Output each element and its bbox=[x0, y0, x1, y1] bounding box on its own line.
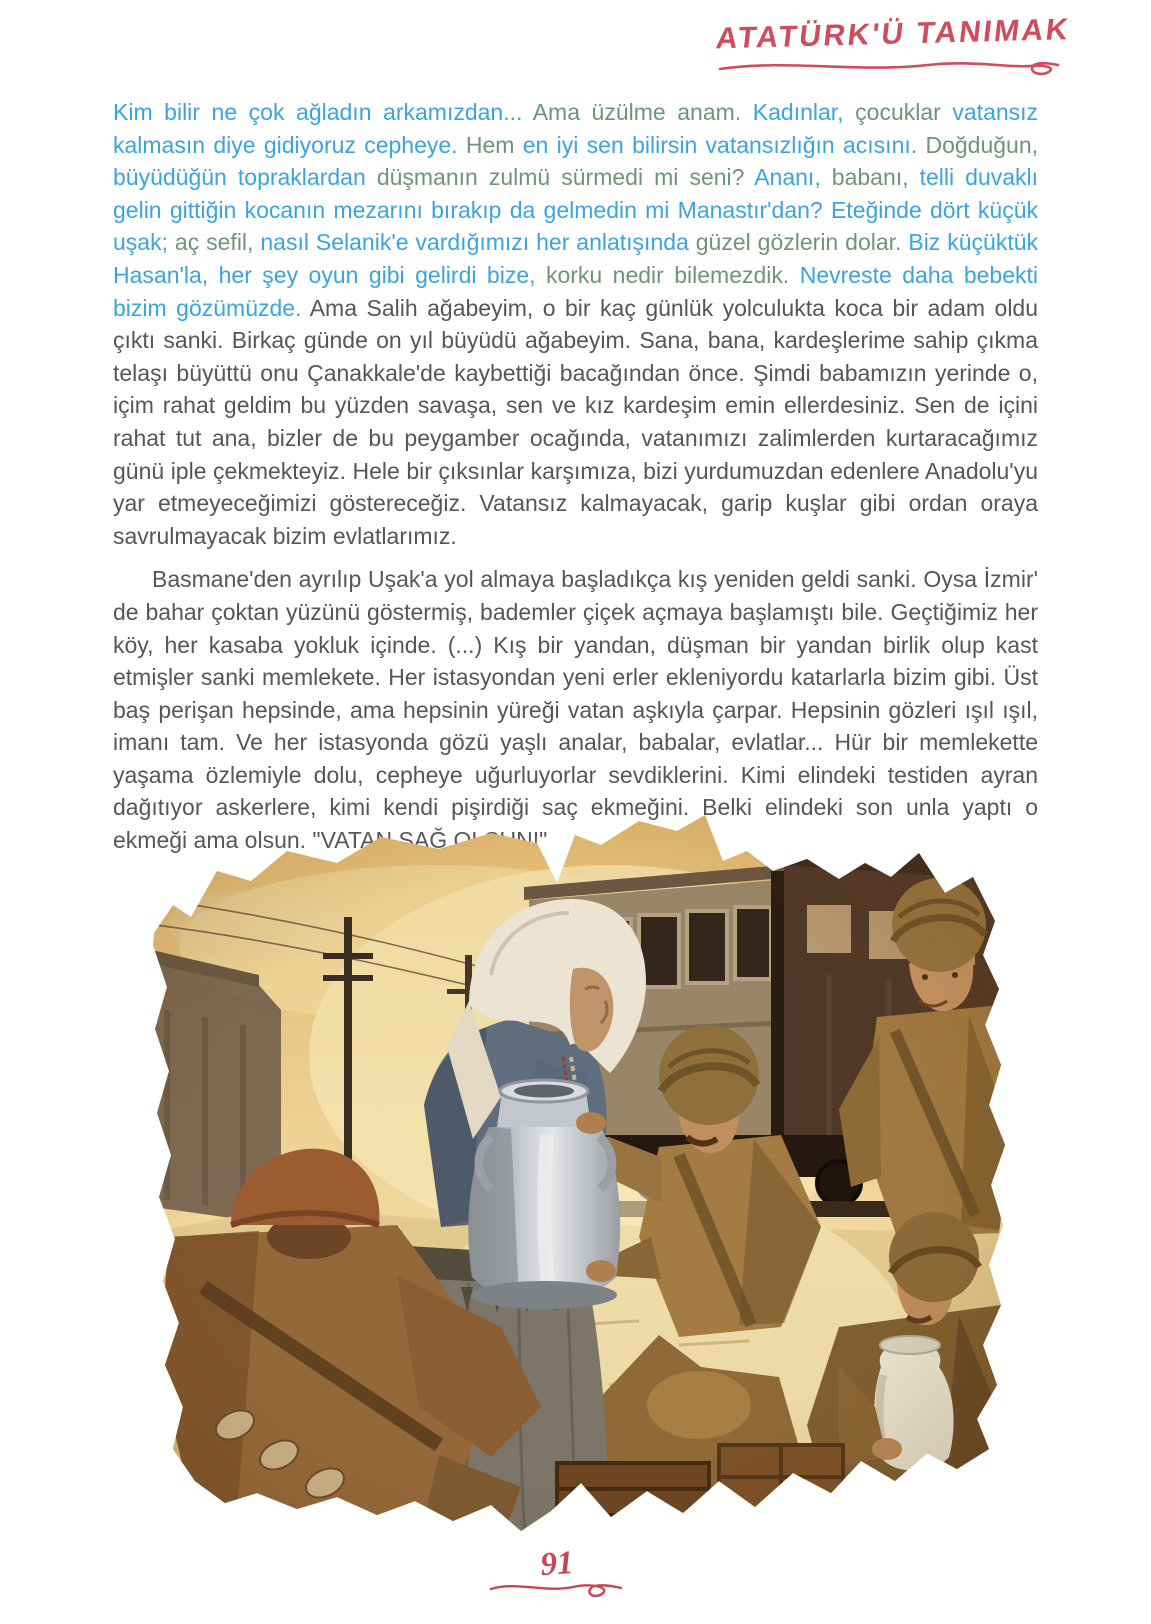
text-segment: Kim bilir ne çok ağladın arkamızdan... bbox=[113, 99, 523, 125]
station-scene bbox=[139, 805, 1012, 1542]
story-paragraph-1 bbox=[113, 96, 1038, 552]
text-segment: Hem bbox=[465, 131, 515, 158]
text-segment: vatansız kalmasın diye gidiyoruz cepheye. bbox=[113, 99, 1039, 158]
text-segment: en iyi sen bilirsin vatansızlığın acısını. bbox=[522, 131, 918, 158]
page-footer bbox=[0, 1546, 1114, 1601]
text-segment: Ananı, bbox=[754, 164, 821, 191]
text-segment: çocuklar bbox=[855, 99, 941, 125]
text-segment: aç sefil, bbox=[174, 229, 254, 256]
text-segment: nasıl Selanik'e vardığımızı her anlatışında bbox=[260, 229, 689, 256]
page-title: ATATÜRK'Ü TANIMAK bbox=[714, 12, 1072, 56]
text-segment: Ama üzülme anam. bbox=[532, 99, 742, 125]
vignette-overlay bbox=[139, 805, 1012, 1542]
text-segment: güzel gözlerin dolar. bbox=[695, 229, 902, 256]
text-segment: Doğduğun, bbox=[925, 131, 1039, 158]
text-segment: korku nedir bilemezdik. bbox=[545, 261, 790, 288]
text-segment: telli duvaklı gelin gittiğin kocanın mezarını bırakıp da gelmedin mi Manastır'dan? Eteğinde dört küçük uşak; bbox=[113, 164, 1039, 256]
text-segment: Nevreste daha bebekti bizim gözümüzde. bbox=[113, 261, 1039, 321]
story-paragraph-2: Basmane'den ayrılıp Uşak'a yol almaya başladıkça kış yeniden geldi sanki. Oysa İzmir' de bahar çoktan yüzünü göstermiş, bademler çiçek açmaya başlamıştı bile. Geçtiğimiz her köy, her kasaba yokluk içinde. (...) Kış bir yandan, düşman bir yandan birlik olup kast etmişler sanki memlekete. Her istasyondan yeni erler ekleniyordu katarlarla bizim gibi. Üst baş perişan hepsinde, ama hepsinin yüreği vatan aşkıyla çarpar. Hepsinin gözleri ışıl ışıl, imanı tam. Ve her istasyonda gözü yaşlı analar, babalar, evlatlar... Hür bir memlekette yaşama özlemiyle dolu, cepheye uğurluyorlar sevdiklerini. Kimi elindeki testiden ayran dağıtıyor askerlere, kimi kendi pişirdiği saç ekmeğini. Belki elindeki son unla yaptı o ekmeği ama olsun. "VATAN SAĞ OLSUN!" bbox=[113, 566, 1038, 854]
text-segment: babanı, bbox=[831, 164, 909, 191]
text-segment: büyüdüğün topraklardan bbox=[113, 164, 366, 191]
text-segment: Ama Salih ağabeyim, o bir kaç günlük yolculukta koca bir adam oldu çıktı sanki. Birkaç günde on yıl büyüdü ağabeyim. Sana, bana, kardeşlerime sahip çıkma telaşı büyüttü onu Çanakkale'de kaybettiği bacağından önce. Şimdi babamızın yerinde o, içim rahat geldim bu yüzden savaşa, sen ve kız kardeşim emin ellerdesiniz. Sen de içini rahat tut ana, bizler de bu peygamber ocağında, vatanımızı zalimlerden kurtaracağımız günü iple çekmekteyiz. Hele bir çıksınlar karşımıza, bizi yurdumuzdan edenlere Anadolu'yu yar etmeyeceğimizi göstereceğiz. Vatansız kalmayacak, garip kuşlar gibi ordan oraya savrulmayacak bizim evlatlarımız. bbox=[113, 294, 1039, 549]
title-underline-swoosh bbox=[718, 54, 1070, 78]
story-illustration bbox=[139, 805, 1012, 1542]
page-header bbox=[690, 12, 1072, 78]
story-text bbox=[113, 96, 1038, 857]
text-segment: Kadınlar, bbox=[752, 99, 844, 125]
text-segment: Biz küçüktük Hasan'la, her şey oyun gibi gelirdi bize, bbox=[113, 229, 1039, 288]
text-segment: düşmanın zulmü sürmedi mi seni? bbox=[376, 164, 745, 191]
page-number: 91 bbox=[539, 1544, 575, 1584]
